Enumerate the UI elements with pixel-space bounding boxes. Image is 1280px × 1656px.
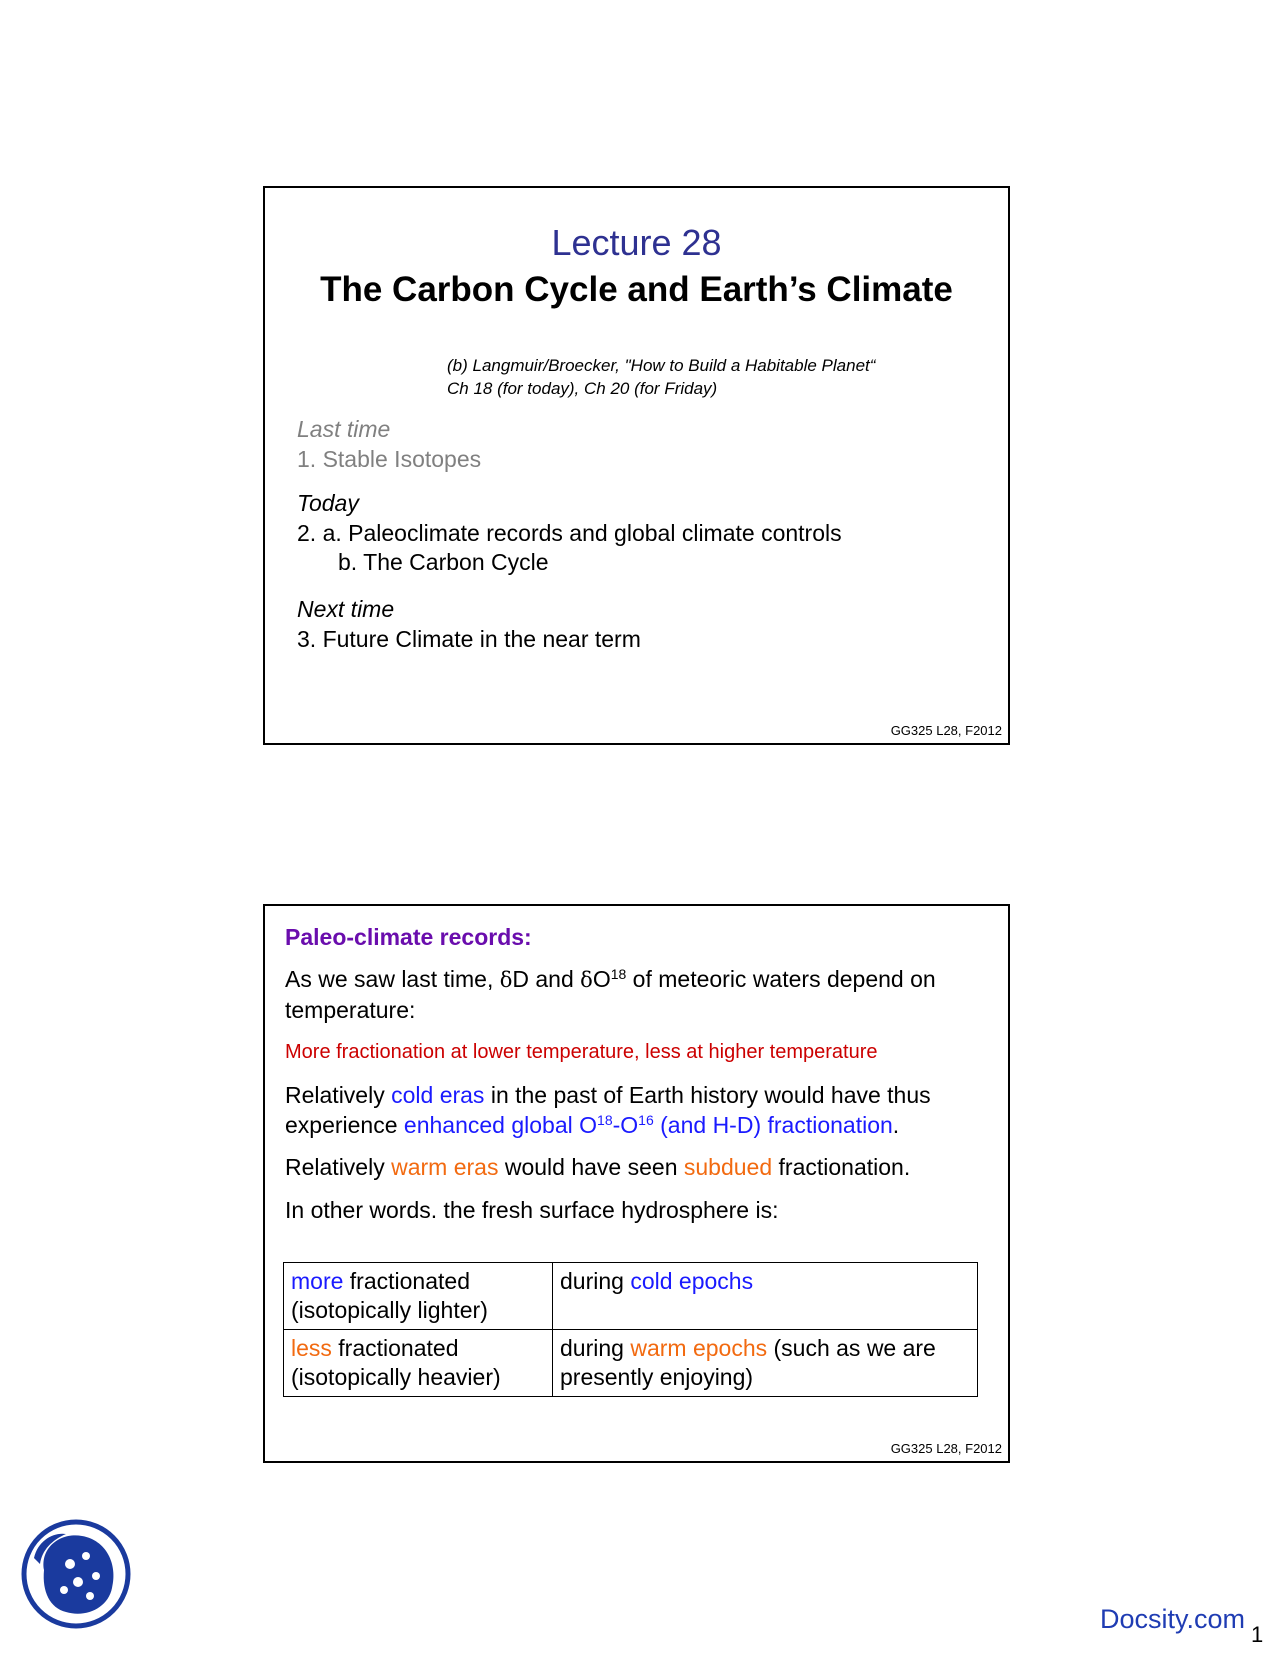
slide-footer: GG325 L28, F2012	[890, 1441, 1002, 1456]
paragraph-cold-eras: Relatively cold eras in the past of Earth history would have thus experience enhanced global $O^{18}-O^{16}$ (and H-D) fractionation.	[285, 1082, 931, 1138]
last-time-label: Last time	[297, 416, 391, 442]
next-time-item: 3. Future Climate in the near term	[297, 626, 641, 652]
delta-symbol: δ	[499, 968, 513, 992]
reading-reference-line1: (b) Langmuir/Broecker, "How to Build a Habitable Planet“	[447, 356, 876, 375]
reading-reference-line2: Ch 18 (for today), Ch 20 (for Friday)	[447, 379, 718, 398]
paragraph-meteoric-waters: As we saw last time, δD and $\delta O^{18}$ of meteoric waters depend on temperature:	[285, 966, 936, 1023]
last-time-item: 1. Stable Isotopes	[297, 446, 482, 472]
table-row	[284, 1263, 978, 1330]
table-cell: less fractionated (isotopically heavier)	[284, 1330, 553, 1397]
next-time-label: Next time	[297, 596, 395, 622]
table-cell: during warm epochs (such as we are presently enjoying)	[553, 1330, 978, 1397]
page-number: 1	[1251, 1622, 1264, 1647]
table-row	[284, 1330, 978, 1397]
paragraph-warm-eras: Relatively warm eras would have seen subdued fractionation.	[285, 1154, 911, 1180]
table-cell: during cold epochs	[553, 1263, 978, 1330]
slide-paleo-climate	[263, 904, 1010, 1463]
today-item-b: b. The Carbon Cycle	[338, 549, 549, 575]
today-item-a: 2. a. Paleoclimate records and global climate controls	[297, 520, 842, 546]
docsity-link[interactable]: Docsity.com	[1100, 1604, 1246, 1634]
paragraph-hydrosphere: In other words. the fresh surface hydrosphere is:	[285, 1197, 779, 1223]
slide-lecture-title	[263, 186, 1010, 745]
lecture-number: Lecture 28	[551, 222, 722, 263]
slide-heading: Paleo-climate records:	[285, 924, 532, 950]
delta-symbol: δ	[580, 968, 593, 992]
today-label: Today	[297, 490, 359, 516]
fractionation-table	[283, 1262, 978, 1397]
lecture-title: The Carbon Cycle and Earth’s Climate	[320, 270, 953, 309]
table-cell: more fractionated (isotopically lighter)	[284, 1263, 553, 1330]
docsity-logo-icon	[20, 1518, 132, 1630]
slide-footer: GG325 L28, F2012	[890, 723, 1002, 738]
fractionation-note: More fractionation at lower temperature, less at higher temperature	[285, 1041, 878, 1063]
